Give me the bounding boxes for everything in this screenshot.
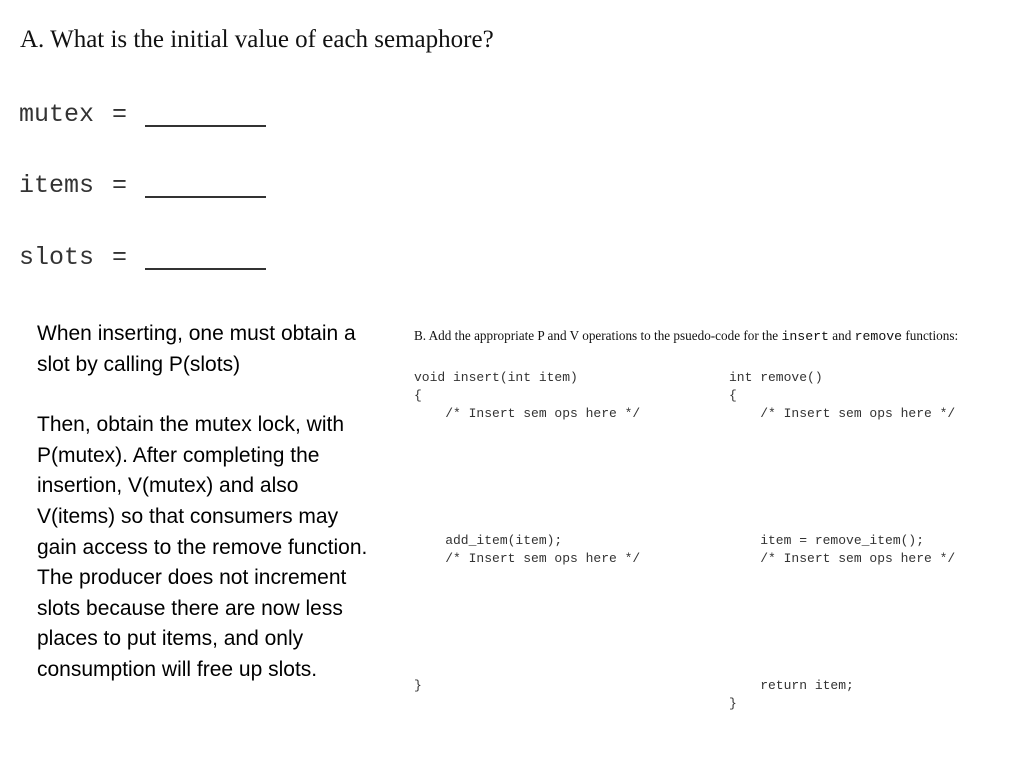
explanation-text [37,319,382,686]
insert-signature: void insert(int item) [414,370,578,385]
remove-return-statement: return item; [729,678,854,693]
insert-function-name: insert [781,329,829,344]
question-b-suffix: functions: [902,328,959,343]
semaphore-mutex-line [19,100,266,129]
insert-close-brace: } [414,678,422,693]
remove-open-brace: { [729,388,737,403]
question-b-and: and [828,328,855,343]
question-a-heading: A. What is the initial value of each semaphore? [20,26,494,53]
semaphore-name: mutex [19,100,95,129]
explanation-paragraph-2: Then, obtain the mutex lock, with P(mutex). After completing the insertion, V(mutex) and also V(items) so that consumers may gain access to the remove function. The producer does not increment slots because there are now less places to put items, and only consumption will free up slots. [37,413,368,681]
remove-comment-bottom: /* Insert sem ops here */ [729,551,956,566]
semaphore-name: items [19,171,95,200]
insert-comment-bottom: /* Insert sem ops here */ [414,551,641,566]
semaphore-name: slots [19,243,95,272]
remove-close-brace: } [729,696,737,711]
explanation-paragraph-1: When inserting, one must obtain a slot by calling P(slots) [37,322,356,376]
answer-blank [145,246,266,270]
insert-open-brace: { [414,388,422,403]
question-b-heading [414,328,958,344]
answer-blank [145,174,266,198]
equals-sign: = [112,243,128,272]
remove-item-call: item = remove_item(); [729,533,925,548]
insert-comment-top: /* Insert sem ops here */ [414,406,641,421]
remove-signature: int remove() [729,370,823,385]
answer-blank [145,103,266,127]
remove-comment-top: /* Insert sem ops here */ [729,406,956,421]
equals-sign: = [112,100,128,129]
semaphore-items-line [19,171,266,200]
semaphore-slots-line [19,243,266,272]
question-b-prefix: B. Add the appropriate P and V operations to the psuedo-code for the [414,328,782,343]
equals-sign: = [112,171,128,200]
remove-function-name: remove [854,329,903,344]
insert-add-item-call: add_item(item); [414,533,563,548]
